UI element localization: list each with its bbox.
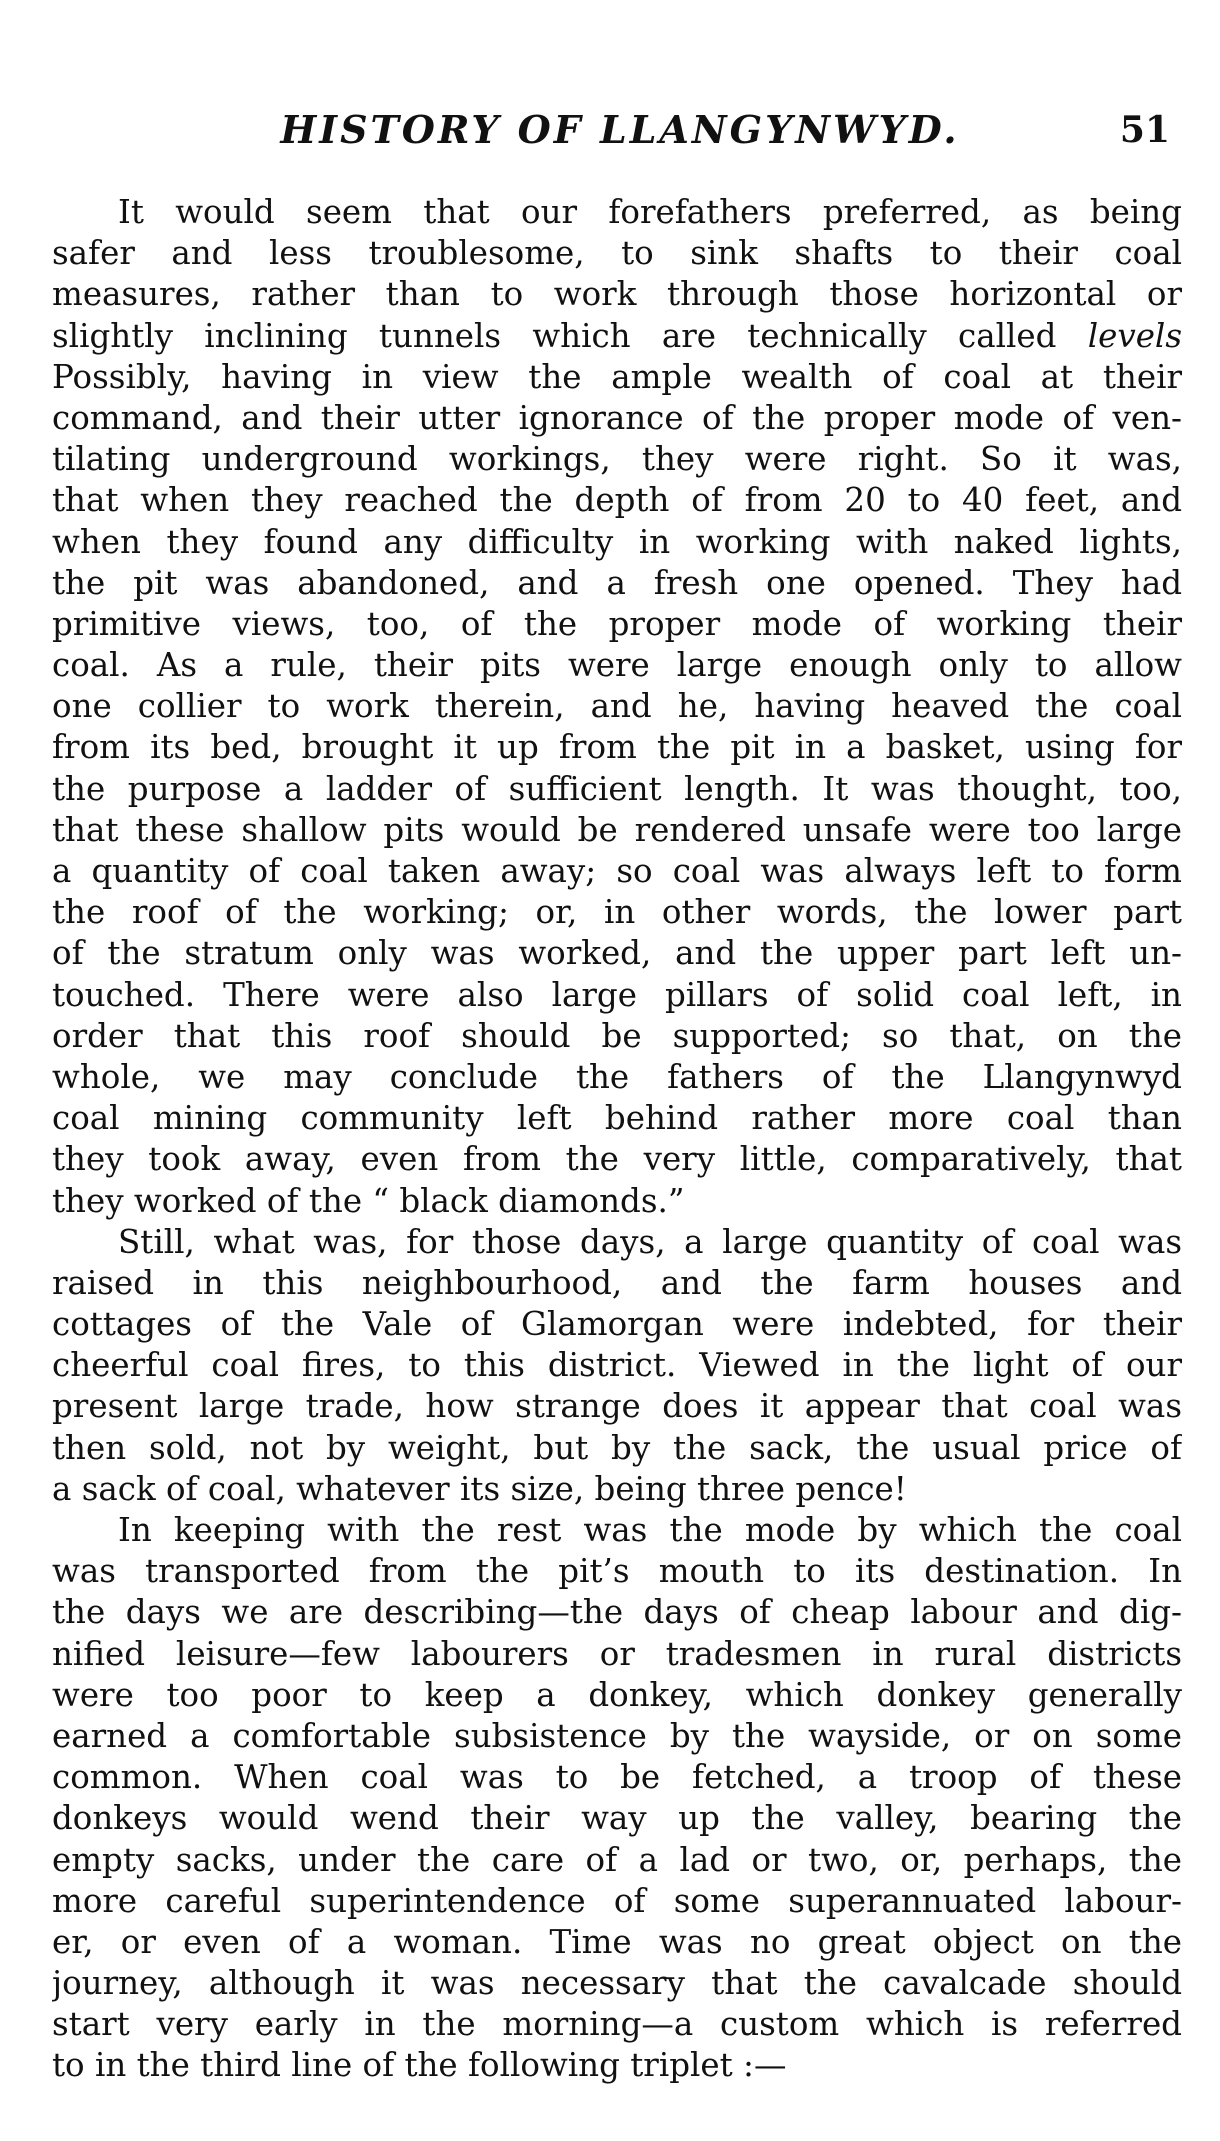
text-line: were too poor to keep a donkey, which donkey generally [52, 1675, 1182, 1714]
text-line: er, or even of a woman. Time was no great object on the [52, 1922, 1182, 1961]
text-line: It would seem that our forefathers preferred, as being [118, 193, 1182, 231]
text-line: when they found any difficulty in working with naked lights, [52, 522, 1182, 561]
text-line: order that this roof should be supported; so that, on the [52, 1016, 1182, 1055]
text-line: from its bed, brought it up from the pit in a basket, using for [52, 728, 1182, 767]
text-line: more careful superintendence of some superannuated labour- [52, 1881, 1182, 1920]
text-line: coal mining community left behind rather more coal than [52, 1099, 1182, 1138]
text-line: nified leisure—few labourers or tradesmen in rural districts [52, 1634, 1182, 1673]
text-line: the roof of the working; or, in other words, the lower part [52, 893, 1182, 932]
text-line: of the stratum only was worked, and the upper part left un- [52, 934, 1182, 973]
text-line: journey, although it was necessary that the cavalcade should [52, 1964, 1182, 2003]
paragraph-1 [52, 192, 1182, 1222]
text-line: cheerful coal fires, to this district. Viewed in the light of our [52, 1346, 1182, 1385]
page-number: 51 [1119, 109, 1170, 151]
text-line: primitive views, too, of the proper mode of working their [52, 604, 1182, 643]
text-line: that when they reached the depth of from 20 to 40 feet, and [52, 481, 1182, 520]
text-line: cottages of the Vale of Glamorgan were indebted, for their [52, 1305, 1182, 1344]
text-line: safer and less troublesome, to sink shafts to their coal [52, 234, 1182, 273]
text-line: a sack of coal, whatever its size, being three pence! [52, 1469, 907, 1508]
text-line: then sold, not by weight, but by the sack, the usual price of [52, 1428, 1182, 1467]
text-line: touched. There were also large pillars of solid coal left, in [52, 975, 1182, 1014]
text-line: empty sacks, under the care of a lad or two, or, perhaps, the [52, 1840, 1182, 1879]
text-line: they worked of the “ black diamonds.” [52, 1181, 685, 1220]
running-title: HISTORY OF LLANGYNWYD. [280, 107, 960, 152]
text-line: measures, rather than to work through those horizontal or [52, 275, 1182, 314]
text-line: coal. As a rule, their pits were large enough only to allow [52, 646, 1182, 685]
text-line: one collier to work therein, and he, having heaved the coal [52, 687, 1182, 726]
text-line: In keeping with the rest was the mode by which the coal [118, 1511, 1182, 1549]
paragraph-3 [52, 1510, 1182, 2087]
text-line: common. When coal was to be fetched, a troop of these [52, 1758, 1182, 1797]
text-line: donkeys would wend their way up the valley, bearing the [52, 1799, 1182, 1838]
text-line: the days we are describing—the days of cheap labour and dig- [52, 1593, 1182, 1632]
paragraph-2 [52, 1222, 1182, 1510]
text-line: they took away, even from the very little, comparatively, that [52, 1140, 1182, 1179]
text-line: the purpose a ladder of sufficient length. It was thought, too, [52, 769, 1182, 808]
italic-word: levels [1087, 316, 1182, 355]
running-head [50, 100, 1190, 160]
text-line: tilating underground workings, they were right. So it was, [52, 440, 1182, 479]
text-line: that these shallow pits would be rendered unsafe were too large [52, 810, 1182, 849]
text-line: a quantity of coal taken away; so coal was always left to form [52, 852, 1182, 890]
body-text [52, 192, 1182, 2087]
text-line: earned a comfortable subsistence by the wayside, or on some [52, 1716, 1182, 1755]
text-line: Still, what was, for those days, a large quantity of coal was [118, 1222, 1182, 1261]
text-line: to in the third line of the following triplet :— [52, 2046, 787, 2085]
text-line: present large trade, how strange does it appear that coal was [52, 1387, 1182, 1426]
text-line: the pit was abandoned, and a fresh one opened. They had [52, 563, 1182, 602]
text-line: Possibly, having in view the ample wealth of coal at their [52, 357, 1182, 396]
text-line: start very early in the morning—a custom which is referred [52, 2005, 1182, 2044]
text-line: command, and their utter ignorance of the proper mode of ven- [52, 398, 1182, 437]
text-line: raised in this neighbourhood, and the farm houses and [52, 1263, 1182, 1302]
text-line: slightly inclining tunnels which are technically called levels [52, 316, 1182, 355]
text-line: whole, we may conclude the fathers of the Llangynwyd [52, 1057, 1182, 1096]
text-line: was transported from the pit’s mouth to its destination. In [52, 1552, 1182, 1591]
